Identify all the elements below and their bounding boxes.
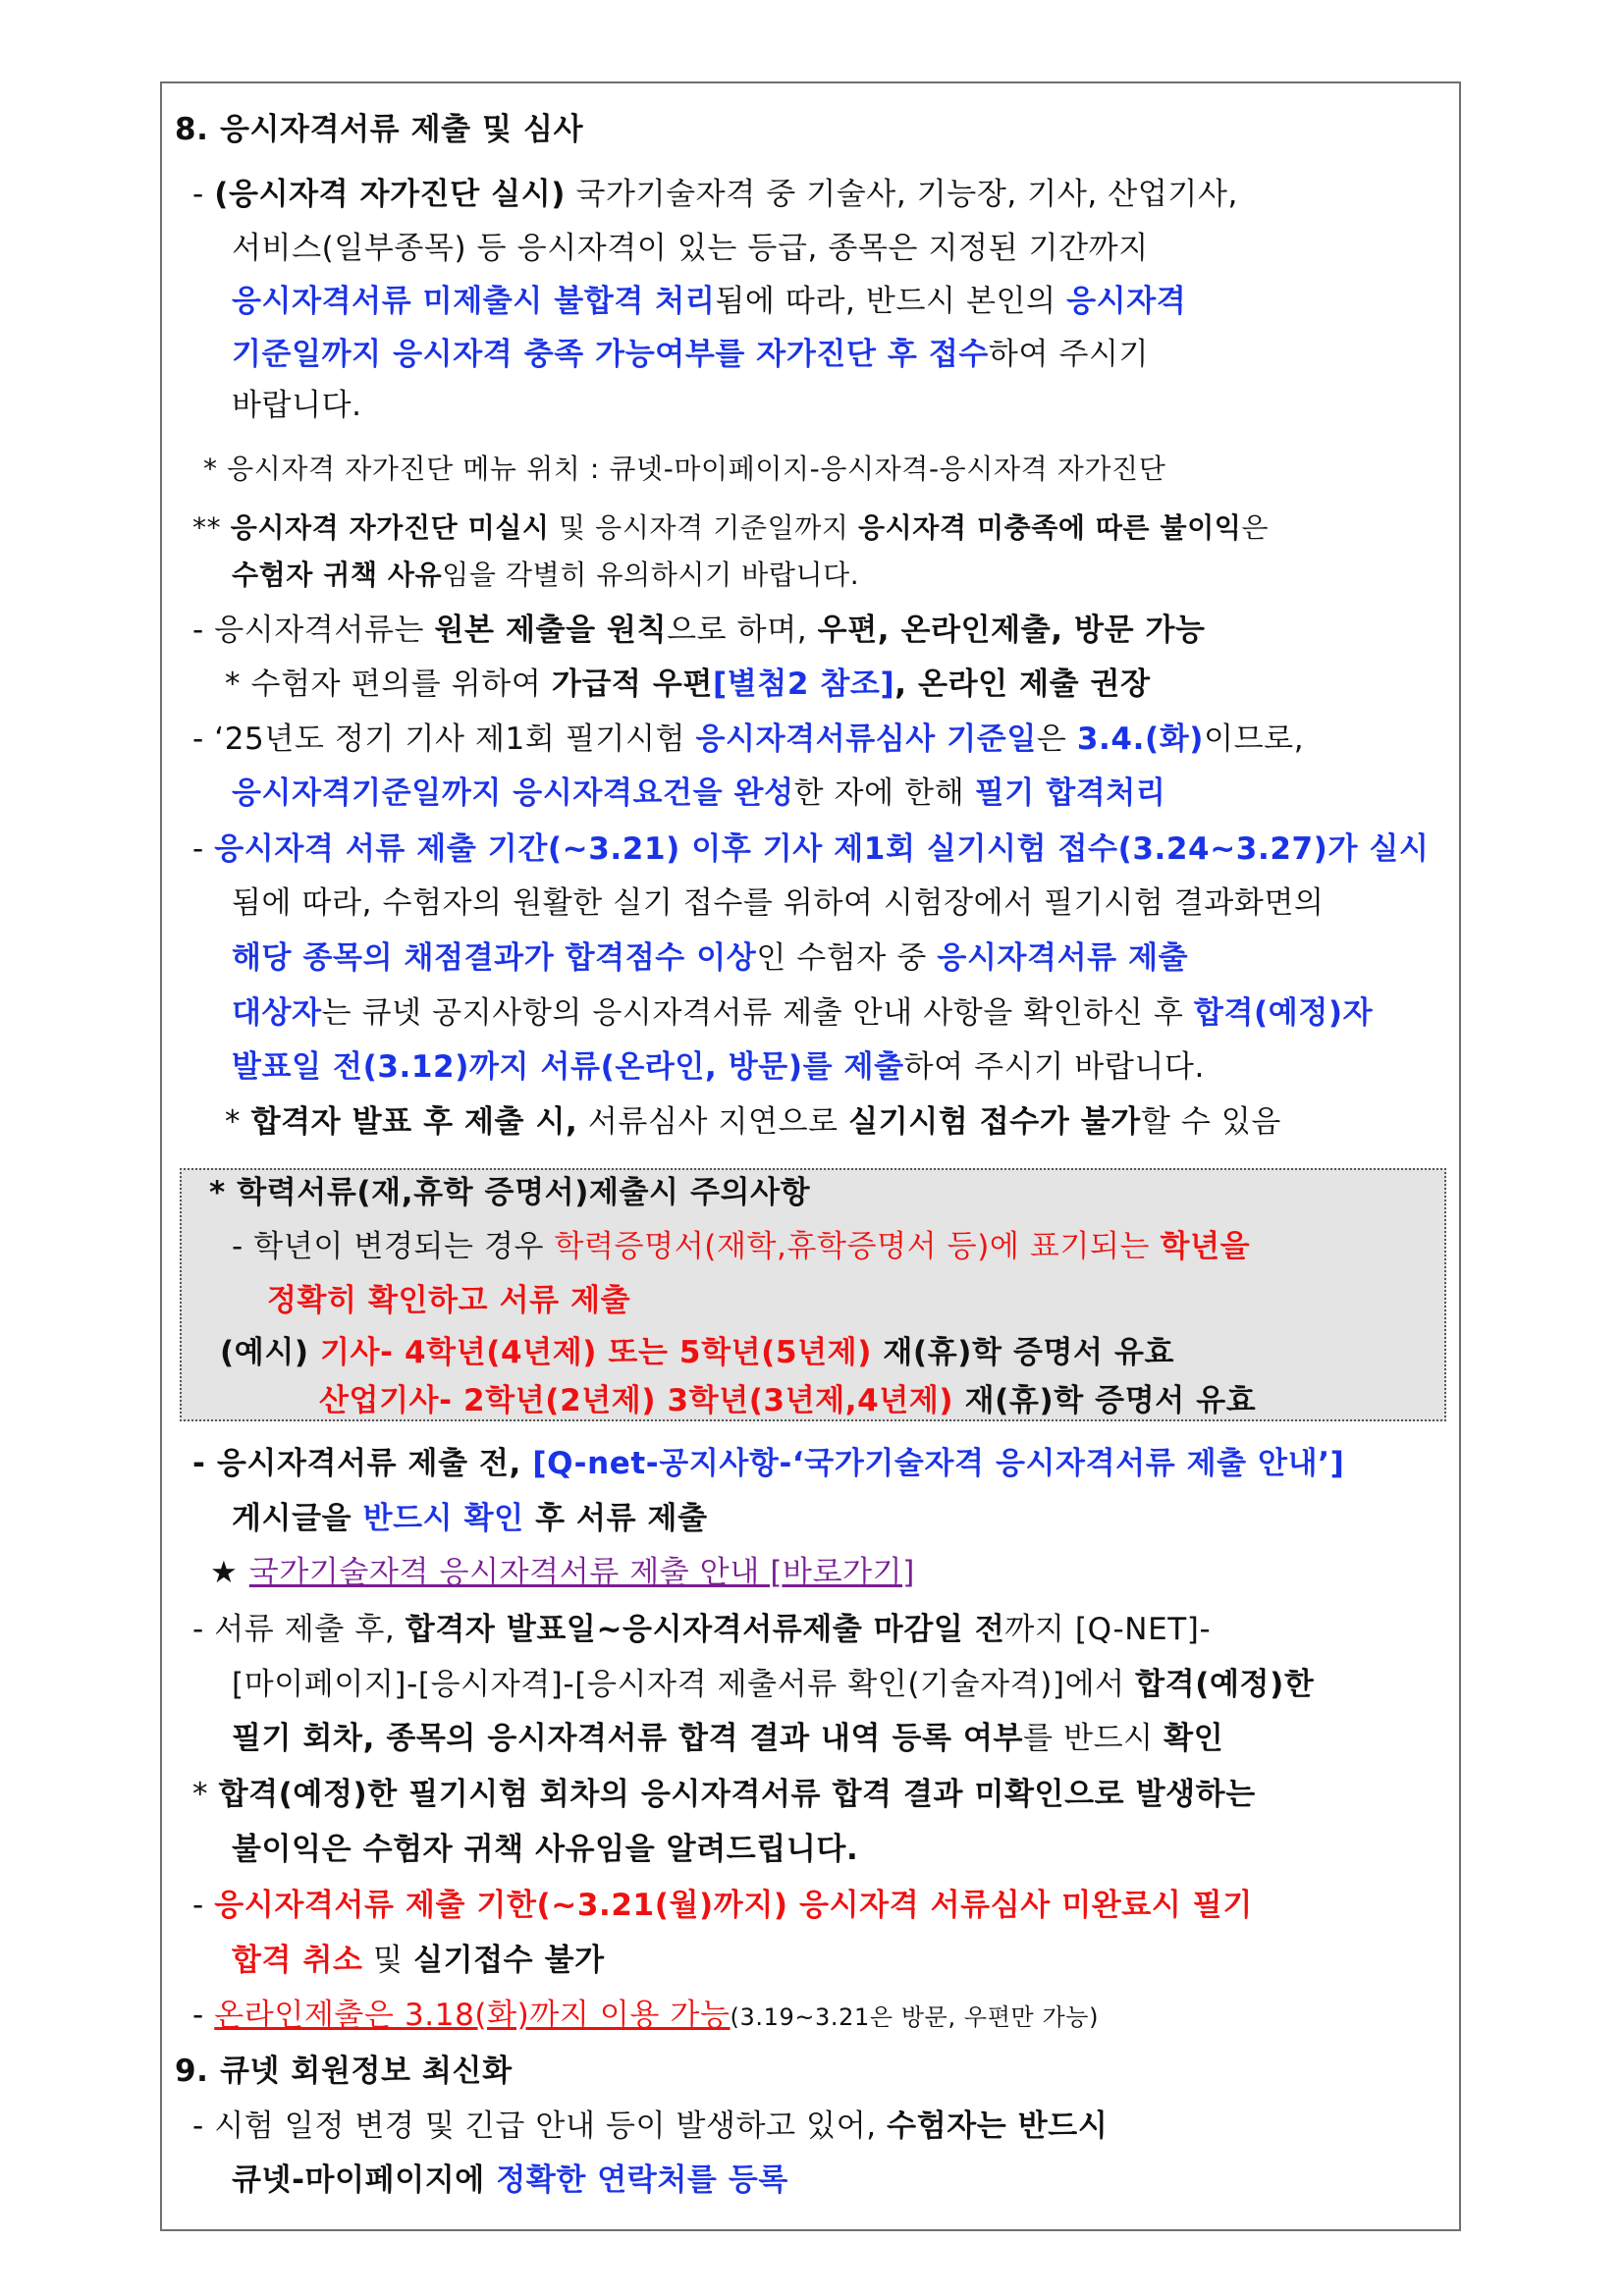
member-info-line-1: - 시험 일정 변경 및 긴급 안내 등이 발생하고 있어, 수험자는 반드시	[192, 2109, 1109, 2144]
penalty-note-line-2: 수험자 귀책 사유임을 각별히 유의하시기 바랍니다.	[232, 559, 860, 591]
section-9-heading: 9. 큐넷 회원정보 최신화	[175, 2054, 513, 2089]
reference-date-line-1: - ‘25년도 정기 기사 제1회 필기시험 응시자격서류심사 기준일은 3.4.(화)이므로,	[192, 721, 1305, 757]
self-check-line-3: 응시자격서류 미제출시 불합격 처리됨에 따라, 반드시 본인의 응시자격	[232, 284, 1187, 319]
self-check-line-5: 바랍니다.	[232, 388, 362, 423]
menu-location-note: * 응시자격 자가진단 메뉴 위치 : 큐넷-마이페이지-응시자격-응시자격 자가진단	[203, 453, 1166, 485]
self-check-line-4: 기준일까지 응시자격 충족 가능여부를 자가진단 후 접수하여 주시기	[232, 337, 1150, 372]
submission-period-line-5: 발표일 전(3.12)까지 서류(온라인, 방문)를 제출하여 주시기 바랍니다.	[232, 1049, 1205, 1085]
notice-example-1: (예시) 기사- 4학년(4년제) 또는 5학년(5년제) 재(휴)학 증명서 유효	[220, 1335, 1175, 1370]
reference-date-line-2: 응시자격기준일까지 응시자격요건을 완성한 자에 한해 필기 합격처리	[232, 775, 1166, 811]
penalty-note-line-1: ** 응시자격 자가진단 미실시 및 응시자격 기준일까지 응시자격 미충족에 따른 불이익은	[192, 511, 1270, 544]
notice-title: * 학력서류(재,휴학 증명서)제출시 주의사항	[209, 1175, 811, 1210]
submission-period-line-1: - 응시자격 서류 제출 기간(~3.21) 이후 기사 제1회 실기시험 접수(3.24~3.27)가 실시	[192, 831, 1430, 867]
deadline-line-1: - 응시자격서류 제출 기한(~3.21(월)까지) 응시자격 서류심사 미완료시 필기	[192, 1888, 1253, 1923]
self-check-line-1: - (응시자격 자가진단 실시) 국가기술자격 중 기술사, 기능장, 기사, 산업기사,	[192, 177, 1238, 212]
mail-recommend-line: * 수험자 편의를 위하여 가급적 우편[별첨2 참조], 온라인 제출 권장	[225, 667, 1151, 702]
result-check-line-2: [마이페이지]-[응시자격]-[응시자격 제출서류 확인(기술자격)]에서 합격(예정)한	[232, 1667, 1315, 1702]
self-check-line-2: 서비스(일부종목) 등 응시자격이 있는 등급, 종목은 지정된 기간까지	[232, 231, 1149, 266]
member-info-line-2: 큐넷-마이페이지에 정확한 연락처를 등록	[232, 2163, 788, 2198]
submission-period-line-2: 됨에 따라, 수험자의 원활한 실기 접수를 위하여 시험장에서 필기시험 결과화면의	[232, 885, 1325, 921]
unconfirmed-penalty-line-2: 불이익은 수험자 귀책 사유임을 알려드립니다.	[232, 1832, 859, 1867]
submission-period-line-3: 해당 종목의 채점결과가 합격점수 이상인 수험자 중 응시자격서류 제출	[232, 940, 1189, 976]
submission-period-line-4: 대상자는 큐넷 공지사항의 응시자격서류 제출 안내 사항을 확인하신 후 합격(예정)자	[232, 995, 1374, 1031]
notice-line-2: 정확히 확인하고 서류 제출	[267, 1283, 631, 1318]
result-check-line-3: 필기 회차, 종목의 응시자격서류 합격 결과 내역 등록 여부를 반드시 확인	[232, 1721, 1224, 1756]
section-8-heading: 8. 응시자격서류 제출 및 심사	[175, 112, 584, 147]
notice-example-2: 산업기사- 2학년(2년제) 3학년(3년제,4년제) 재(휴)학 증명서 유효	[319, 1383, 1257, 1418]
notice-line-1: - 학년이 변경되는 경우 학력증명서(재학,휴학증명서 등)에 표기되는 학년을	[232, 1229, 1251, 1264]
online-submission-line: - 온라인제출은 3.18(화)까지 이용 가능(3.19~3.21은 방문, 우편만 가능)	[192, 1998, 1100, 2033]
qnet-notice-line-1: - 응시자격서류 제출 전, [Q-net-공지사항-‘국가기술자격 응시자격서류 제출 안내’]	[192, 1446, 1345, 1481]
result-check-line-1: - 서류 제출 후, 합격자 발표일~응시자격서류제출 마감일 전까지 [Q-NET]-	[192, 1612, 1212, 1647]
qnet-notice-line-2: 게시글을 반드시 확인 후 서류 제출	[232, 1501, 708, 1536]
star-icon: ★	[210, 1555, 249, 1590]
submission-period-note: * 합격자 발표 후 제출 시, 서류심사 지연으로 실기시험 접수가 불가할 수 있음	[225, 1104, 1281, 1140]
unconfirmed-penalty-line-1: * 합격(예정)한 필기시험 회차의 응시자격서류 합격 결과 미확인으로 발생하는	[192, 1777, 1256, 1812]
submission-guide-link[interactable]: 국가기술자격 응시자격서류 제출 안내 [바로가기]	[248, 1555, 915, 1590]
original-document-line: - 응시자격서류는 원본 제출을 원칙으로 하며, 우편, 온라인제출, 방문 가능	[192, 613, 1206, 648]
deadline-line-2: 합격 취소 및 실기접수 불가	[232, 1943, 605, 1978]
shortcut-link-row	[210, 1553, 915, 1592]
